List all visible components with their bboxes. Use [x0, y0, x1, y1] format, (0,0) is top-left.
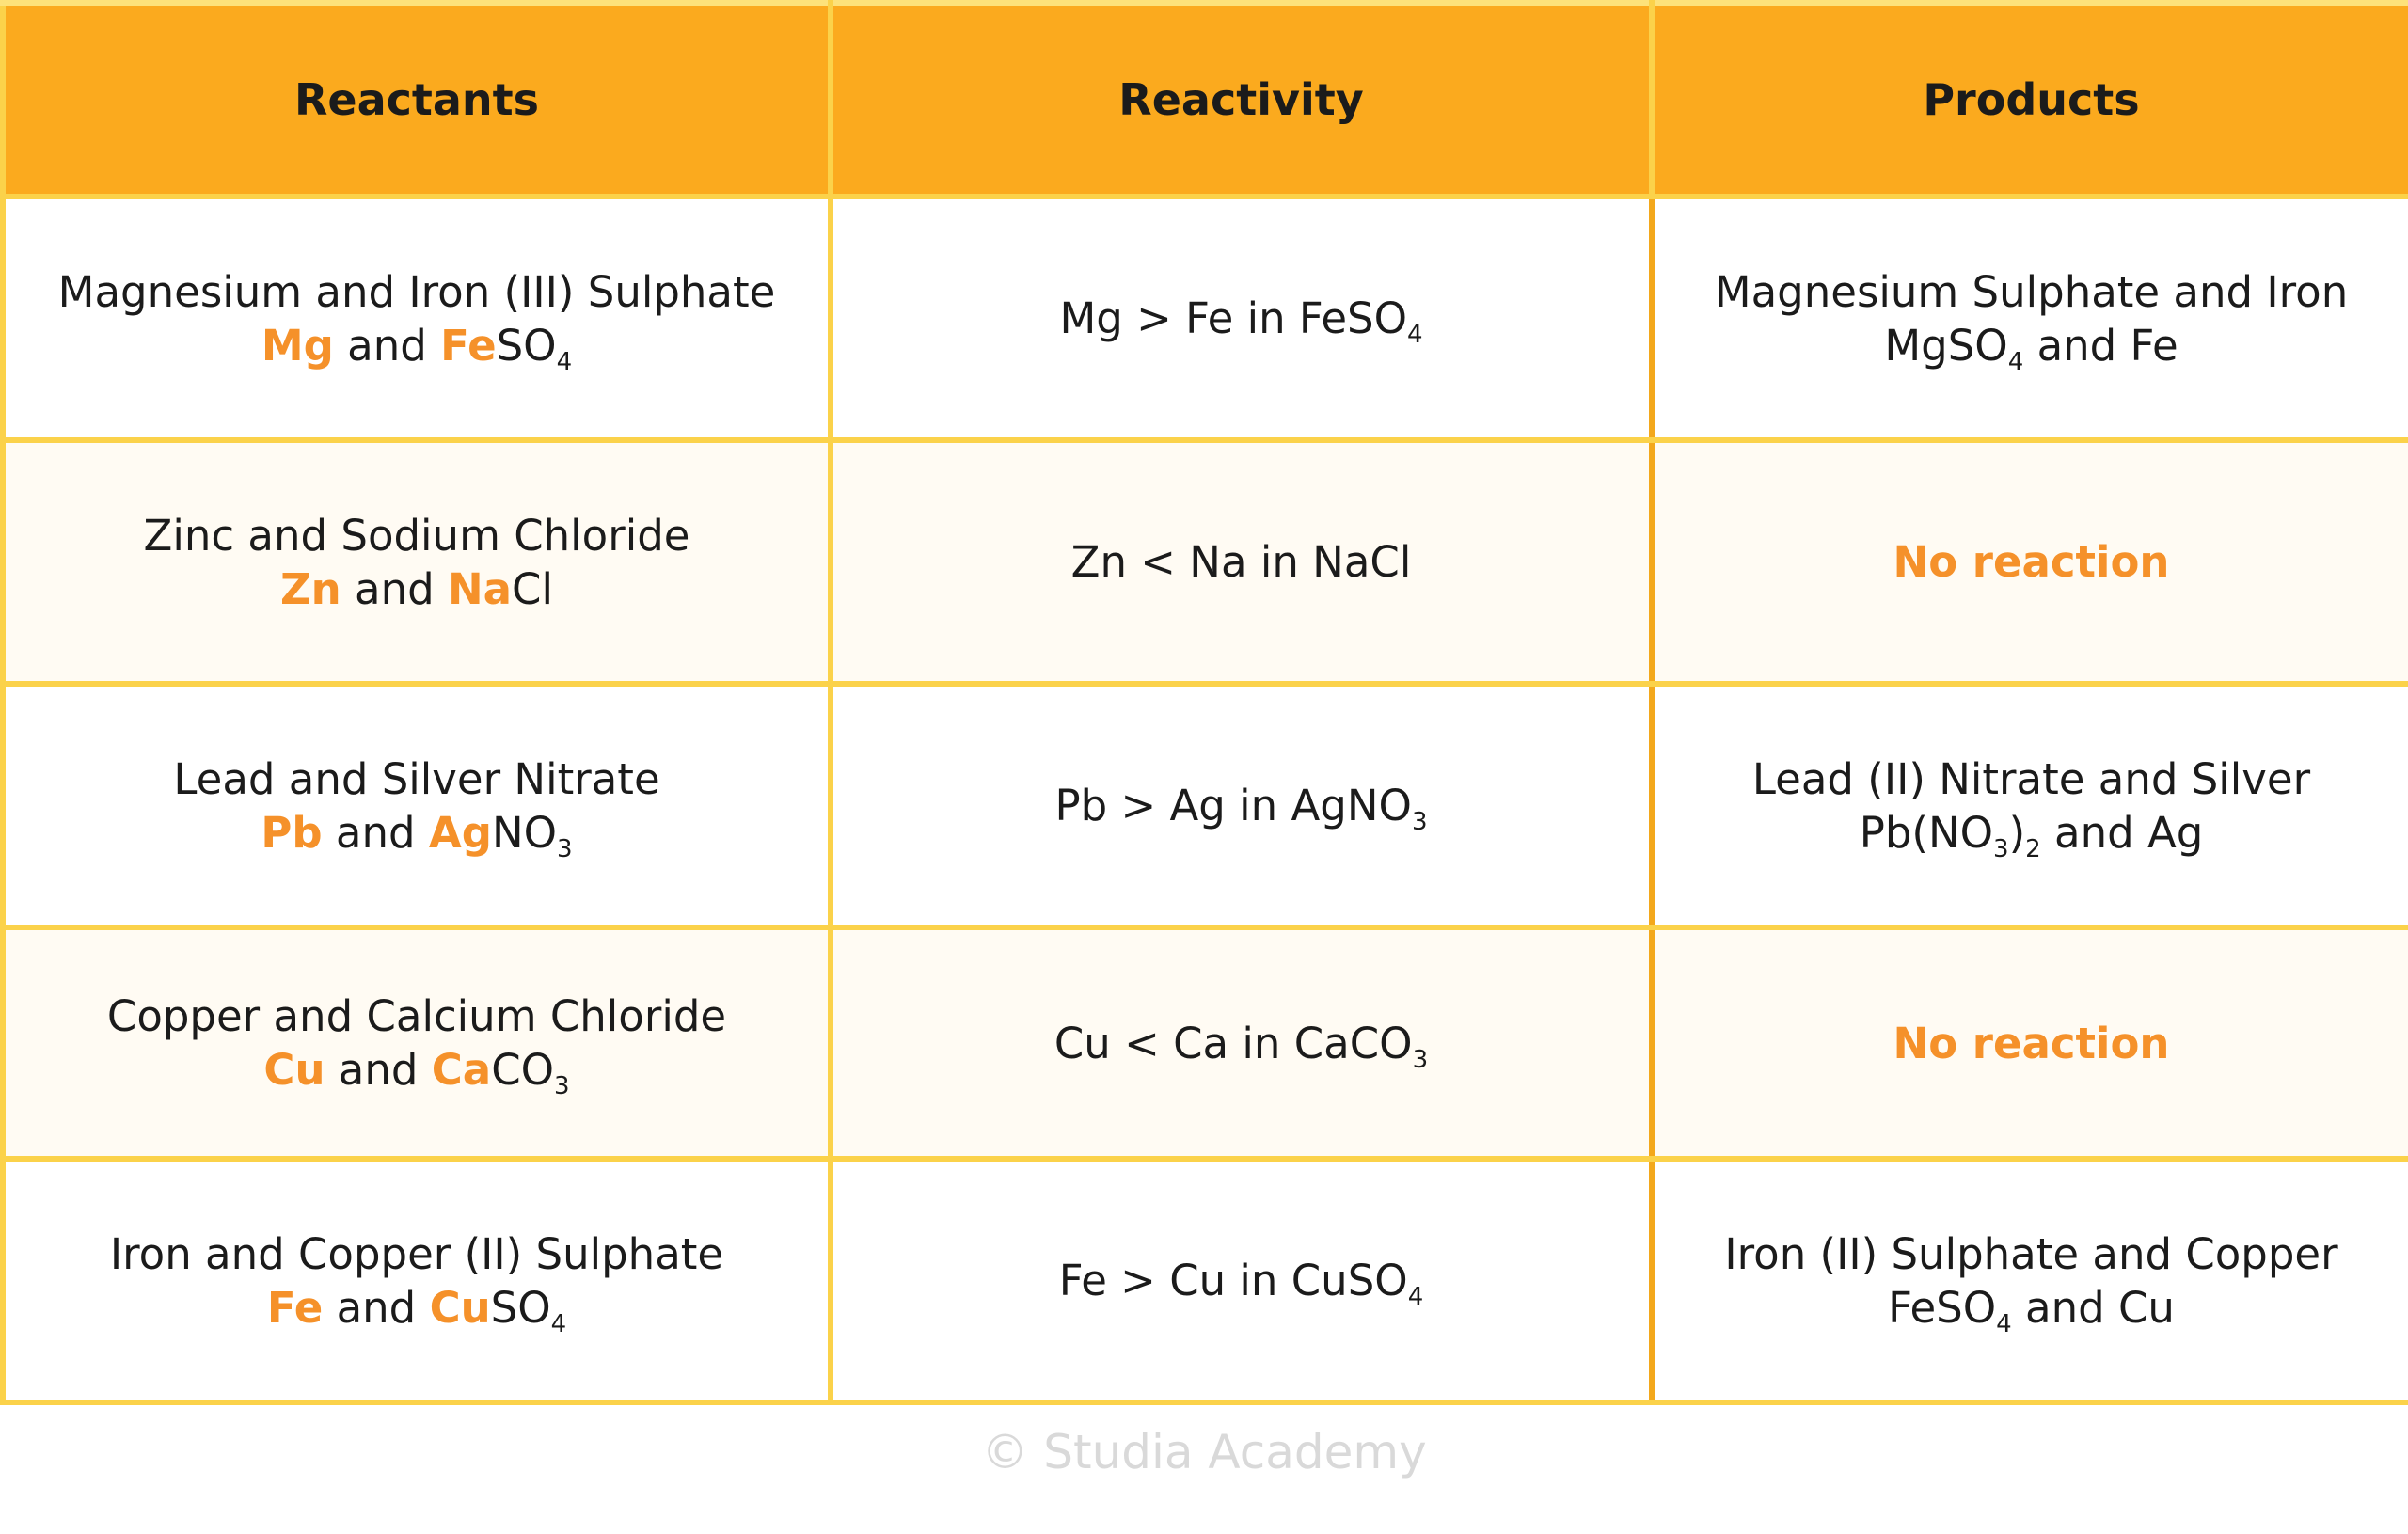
- reactivity-cell: [831, 440, 1652, 684]
- reactivity-text: Pb > Ag in AgNO: [1054, 781, 1412, 830]
- reactant-b-highlight: Cu: [429, 1282, 491, 1333]
- products-name: Lead (II) Nitrate and Silver: [1751, 753, 2311, 804]
- products-cell: [1652, 927, 2408, 1159]
- reactants-name: Lead and Silver Nitrate: [173, 753, 660, 804]
- and-word: and: [347, 320, 427, 371]
- products-formula-subscript: 3: [1993, 834, 2009, 863]
- header-products: Products: [1652, 3, 2408, 197]
- header-reactants: Reactants: [3, 3, 831, 197]
- reactants-name: Magnesium and Iron (III) Sulphate: [57, 266, 776, 317]
- table-row: [3, 684, 2408, 927]
- reactivity-text: Fe > Cu in CuSO: [1058, 1256, 1408, 1305]
- reactants-cell: [3, 197, 831, 440]
- reactant-a: Zn: [280, 563, 341, 614]
- products-formula-b: and Cu: [2011, 1282, 2175, 1333]
- reactants-cell: [3, 927, 831, 1159]
- and-word: and: [355, 563, 435, 614]
- reactants-formula: [24, 1043, 809, 1100]
- reactants-cell: [3, 1159, 831, 1402]
- reactant-b-subscript: 3: [557, 834, 573, 863]
- reactivity-text: Cu < Ca in CaCO: [1054, 1018, 1413, 1068]
- reactivity-text: Mg > Fe in FeSO: [1059, 293, 1407, 343]
- reactivity-cell: [831, 197, 1652, 440]
- reactant-b-rest: CO: [491, 1045, 555, 1095]
- header-reactivity: Reactivity: [831, 3, 1652, 197]
- reactant-a: Pb: [261, 807, 323, 858]
- products-formula-b: and Fe: [2023, 320, 2178, 371]
- reactants-cell: [3, 684, 831, 927]
- products-cell: [1652, 1159, 2408, 1402]
- and-word: and: [336, 1282, 417, 1333]
- products-formula-mid: ): [2008, 807, 2026, 858]
- copyright-watermark: © Studia Academy: [981, 1425, 1427, 1479]
- products-formula: [1673, 319, 2389, 376]
- reactant-b-highlight: Ag: [428, 807, 492, 858]
- reactants-formula: [24, 806, 809, 863]
- and-word: and: [338, 1045, 419, 1095]
- reactivity-cell: [831, 684, 1652, 927]
- products-name: Magnesium Sulphate and Iron: [1714, 266, 2349, 317]
- reactants-name: Zinc and Sodium Chloride: [143, 510, 690, 561]
- reactants-cell: [3, 440, 831, 684]
- reactant-b-rest: SO: [496, 320, 557, 371]
- no-reaction-label: No reaction: [1893, 1018, 2170, 1068]
- products-formula-a: Pb(NO: [1859, 807, 1994, 858]
- reactant-a: Fe: [266, 1282, 324, 1333]
- and-word: and: [335, 807, 416, 858]
- reactants-name: Iron and Copper (II) Sulphate: [109, 1228, 724, 1279]
- reactant-b-rest: Cl: [512, 563, 553, 614]
- table-row: [3, 440, 2408, 684]
- reactant-b-subscript: 4: [550, 1309, 567, 1338]
- products-name: Iron (II) Sulphate and Copper: [1724, 1228, 2338, 1279]
- products-formula-b: and Ag: [2040, 807, 2204, 858]
- reactant-b-highlight: Na: [448, 563, 513, 614]
- reactant-b-rest: SO: [490, 1282, 551, 1333]
- reactants-formula: [24, 319, 809, 376]
- reactivity-cell: [831, 1159, 1652, 1402]
- table-header-row: [3, 3, 2408, 197]
- reactivity-subscript: 4: [1407, 321, 1423, 349]
- reactant-b-highlight: Ca: [431, 1045, 492, 1095]
- reactivity-text: Zn < Na in NaCl: [1070, 537, 1412, 587]
- reactant-a: Cu: [263, 1045, 325, 1095]
- products-cell: [1652, 440, 2408, 684]
- reactants-name: Copper and Calcium Chloride: [106, 991, 727, 1041]
- table-row: [3, 1159, 2408, 1402]
- reactivity-subscript: 4: [1407, 1283, 1424, 1311]
- no-reaction-label: No reaction: [1893, 537, 2170, 587]
- reactant-b-subscript: 3: [554, 1072, 570, 1100]
- products-formula-a: FeSO: [1888, 1282, 1997, 1333]
- reactivity-subscript: 3: [1412, 1045, 1429, 1074]
- products-formula: [1673, 1281, 2389, 1338]
- table-row: [3, 197, 2408, 440]
- products-formula-subscript-2: 2: [2025, 834, 2041, 863]
- reactants-formula: [24, 1281, 809, 1338]
- products-formula-subscript: 4: [2007, 347, 2024, 376]
- products-formula-a: MgSO: [1884, 320, 2008, 371]
- products-cell: [1652, 684, 2408, 927]
- reactants-formula: [24, 562, 809, 616]
- products-formula: [1673, 806, 2389, 863]
- reactivity-cell: [831, 927, 1652, 1159]
- reactant-a: Mg: [261, 320, 334, 371]
- reactant-b-rest: NO: [491, 807, 558, 858]
- reactant-b-subscript: 4: [556, 347, 573, 376]
- table-row: [3, 927, 2408, 1159]
- reactant-b-highlight: Fe: [440, 320, 497, 371]
- reactivity-subscript: 3: [1411, 808, 1428, 836]
- products-formula-subscript: 4: [1996, 1309, 2012, 1338]
- products-cell: [1652, 197, 2408, 440]
